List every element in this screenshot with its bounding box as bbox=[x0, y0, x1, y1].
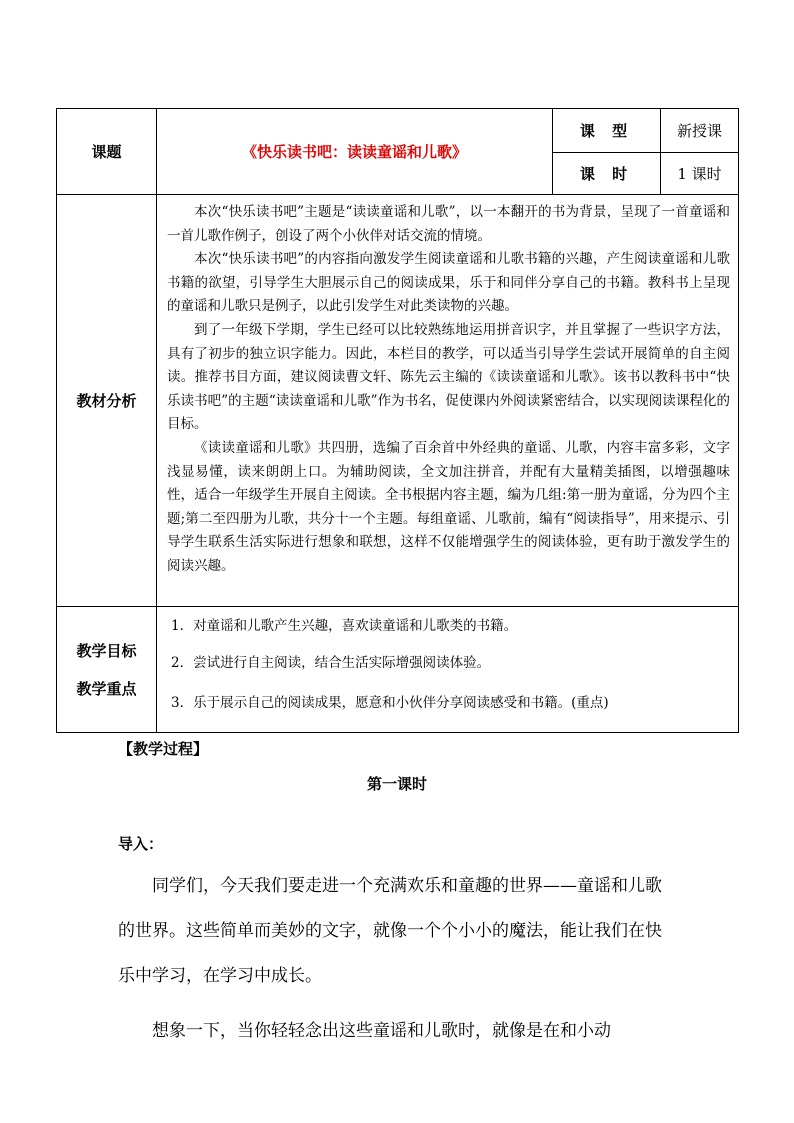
lesson-type-label: 课 型 bbox=[553, 109, 661, 153]
lesson-type-value: 新授课 bbox=[661, 109, 739, 153]
topic-label: 课题 bbox=[57, 109, 157, 195]
analysis-paragraph: 本次“快乐读书吧”的内容指向激发学生阅读童谣和儿歌书籍的兴趣，产生阅读童谣和儿歌书籍的欲望，引导学生大胆展示自己的阅读成果，乐于和同伴分享自己的书籍。教科书上呈现的童谣和儿歌只是例子，以此引发学生对此类读物的兴趣。 bbox=[167, 251, 730, 315]
session-title: 第一课时 bbox=[366, 775, 427, 793]
goal-item: 1．对童谣和儿歌产生兴趣，喜欢读童谣和儿歌类的书籍。 bbox=[171, 618, 518, 634]
process-title: 【教学过程】 bbox=[118, 740, 209, 758]
lesson-hours-value: 1 课时 bbox=[661, 153, 739, 195]
analysis-label: 教材分析 bbox=[57, 195, 157, 607]
analysis-content bbox=[157, 195, 739, 607]
analysis-paragraph: 到了一年级下学期，学生已经可以比较熟练地运用拼音识字，并且掌握了一些识字方法，具有了初步的独立识字能力。因此，本栏目的教学，可以适当引导学生尝试开展简单的自主阅读。推荐书目方面，建议阅读曹文轩、陈先云主编的《读读童谣和儿歌》。该书以教科书中“快乐读书吧”的主题“读读童谣和儿歌”作为书名，促使课内外阅读紧密结合，以实现阅读课程化的目标。 bbox=[167, 321, 730, 433]
goals-label-cell bbox=[57, 607, 157, 733]
lesson-info-table bbox=[56, 108, 739, 733]
goals-content bbox=[157, 607, 739, 733]
intro-paragraph: 想象一下，当你轻轻念出这些童谣和儿歌时，就像是在和小动 bbox=[152, 1021, 611, 1041]
intro-label: 导入： bbox=[118, 835, 164, 853]
intro-text bbox=[118, 864, 668, 1064]
lesson-hours-label: 课 时 bbox=[553, 153, 661, 195]
goal-item: 3．乐于展示自己的阅读成果，愿意和小伙伴分享阅读感受和书籍。(重点) bbox=[171, 695, 609, 711]
teaching-goals-label: 教学目标 bbox=[76, 641, 137, 660]
analysis-paragraph: 本次“快乐读书吧”主题是“读读童谣和儿歌”，以一本翻开的书为背景，呈现了一首童谣和一首儿歌作例子，创设了两个小伙伴对话交流的情境。 bbox=[167, 204, 730, 244]
goal-item: 2．尝试进行自主阅读，结合生活实际增强阅读体验。 bbox=[171, 655, 491, 671]
teaching-focus-label: 教学重点 bbox=[76, 679, 137, 698]
intro-paragraph: 同学们，今天我们要走进一个充满欢乐和童趣的世界——童谣和儿歌的世界。这些简单而美妙的文字，就像一个个小小的魔法，能让我们在快乐中学习，在学习中成长。 bbox=[118, 876, 662, 986]
analysis-paragraph: 《读读童谣和儿歌》共四册，选编了百余首中外经典的童谣、儿歌，内容丰富多彩，文字浅显易懂，读来朗朗上口。为辅助阅读，全文加注拼音，并配有大量精美插图，以增强趣味性，适合一年级学生开展自主阅读。全书根据内容主题，编为几组:第一册为童谣，分为四个主题;第二至四册为儿歌，共分十一个主题。每组童谣、儿歌前，编有“阅读指导”，用来提示、引导学生联系生活实际进行想象和联想，这样不仅能增强学生的阅读体验，更有助于激发学生的阅读兴趣。 bbox=[167, 439, 730, 574]
lesson-title: 《快乐读书吧：读读童谣和儿歌》 bbox=[157, 109, 553, 195]
